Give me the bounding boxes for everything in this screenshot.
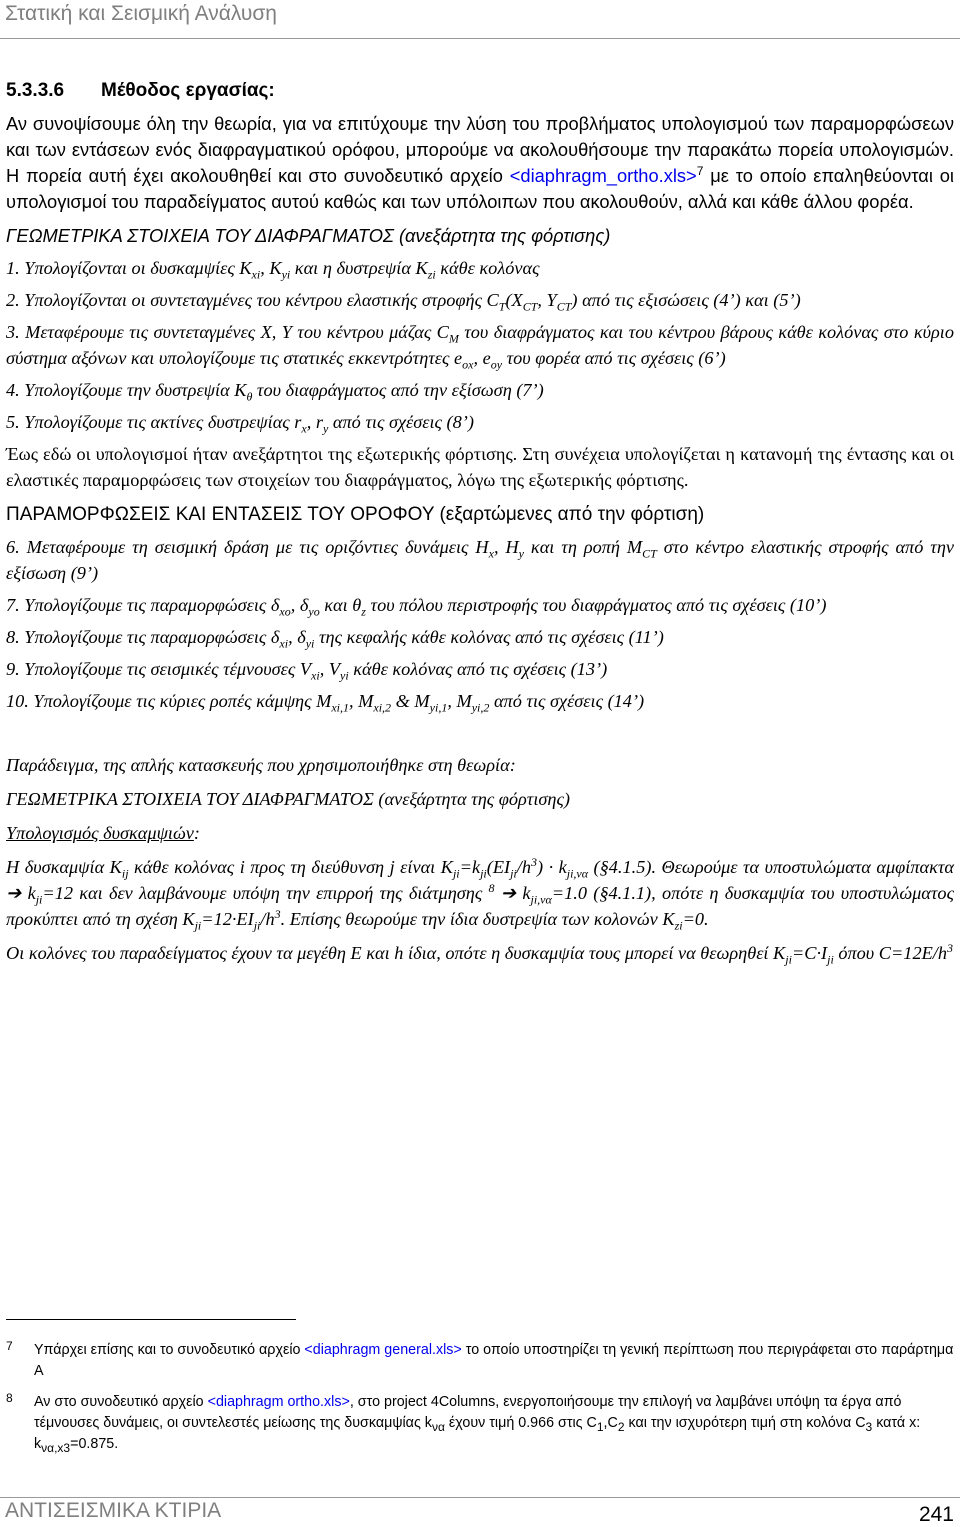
footnote-ref-8[interactable]: 8 (488, 880, 495, 895)
geometric-heading-main: ΓΕΩΜΕΤΡΙΚΑ ΣΤΟΙΧΕΙΑ ΤΟΥ ΔΙΑΦΡΑΓΜΑΤΟΣ (6, 225, 394, 246)
diaphragm-ortho-link[interactable]: <diaphragm_ortho.xls> (509, 165, 697, 186)
intro-text-cont: με το οποίο επαληθεύονται οι υπολογισμοί του παραδείγματος αυτού καθώς και των υπόλοιπων που ακολουθούν, αλλά και κάθε άλλου φορέα. (6, 165, 954, 212)
independence-paragraph: Έως εδώ οι υπολογισμοί ήταν ανεξάρτητοι της εξωτερικής φόρτισης. Στη συνέχεια υπολογίζεται η κατανομή της έντασης και οι ελαστικές παραμορφώσεις των στοιχείων του διαφράγματος, λόγω της εξωτερικής φόρτισης. (6, 444, 954, 490)
running-header: Στατική και Σεισμική Ανάλυση (5, 2, 277, 25)
stiffness-calc-heading: Υπολογισμός δυσκαμψιών: (6, 823, 200, 843)
step-6: 6. Μεταφέρουμε τη σεισμική δράση με τις οριζόντιες δυνάμεις $H_x$, $H_y$ και τη ροπή $M_{CT}$ στο κέντρο ελαστικής στροφής από την εξίσωση (9’) (6, 537, 955, 583)
geometric-steps (6, 255, 954, 435)
column-sizes-paragraph: Οι κολόνες του παραδείγματος έχουν τα μεγέθη E και h ίδια, οπότε η δυσκαμψία τους μπορεί να θεωρηθεί $K_{ji}=C\cdot I_{ji}$ όπου $C=12E/h^3$ (6, 940, 953, 967)
header-divider (0, 38, 960, 39)
footnote-ref-7[interactable]: 7 (696, 163, 704, 178)
footnote-7: 7 Υπάρχει επίσης και το συνοδευτικό αρχείο <diaphragm general.xls> το οποίο υποστηρίζει τη γενική περίπτωση που περιγράφεται στο παράρτημα Α (6, 1340, 956, 1382)
deformation-heading-suffix: (εξαρτώμενες από την φόρτιση) (434, 504, 705, 525)
stiffness-paragraph: Η δυσκαμψία $K_{ij}$ κάθε κολόνας i προς τη διεύθυνση j είναι $K_{ji}=k_{ji}(EI_{ji}/h^3) \cdot k_{ji,\nu\alpha}$ (§4.1.5). Θεωρούμε τα υποστυλώματα αμφίπακτα ➔ $k_{ji}=12$ και δεν λαμβάνουμε υπόψη την επιρροή της διάτμησης $^8$ ➔ $k_{ji,\nu\alpha}=1.0$ (§4.1.1), οπότε η δυσκαμψία του υποστυλώματος προκύπτει από τη σχέση $K_{ji}=12\cdot EI_{ji}/h^3$. Επίσης θεωρούμε την ίδια δυστρεψία των κολονών $K_{zi}=0$. (6, 854, 954, 933)
running-footer: ΑΝΤΙΣΕΙΣΜΙΚΑ ΚΤΙΡΙΑ (5, 1499, 222, 1522)
example-geometric-heading: ΓΕΩΜΕΤΡΙΚΑ ΣΤΟΙΧΕΙΑ ΤΟΥ ΔΙΑΦΡΑΓΜΑΤΟΣ (ανεξάρτητα της φόρτισης) (6, 789, 570, 809)
geometric-heading-suffix: (ανεξάρτητα της φόρτισης) (393, 225, 611, 246)
step-9: 9. Υπολογίζουμε τις σεισμικές τέμνουσες $V_{xi}$, $V_{yi}$ κάθε κολόνας από τις σχέσεις (13’) (6, 659, 608, 683)
footnote-8: 8 Αν στο συνοδευτικό αρχείο <diaphragm ortho.xls>, στο project 4Columns, ενεργοποιήσουμε την επιλογή να λαμβάνει υπόψη τα έργα από τέμνουσες δυνάμεις, οι συντελεστές μείωσης της δυσκαμψίας $k_{\nu\alpha}$ έχουν τιμή 0.966 στις $C_1,C_2$ και την ισχυρότερη τιμή στη κολόνα $C_3$ κατά x: $k_{\nu\alpha,x3}=0.875$. (6, 1392, 956, 1455)
deformation-heading-main: ΠΑΡΑΜΟΡΦΩΣΕΙΣ ΚΑΙ ΕΝΤΑΣΕΙΣ ΤΟΥ ΟΡΟΦΟΥ (6, 504, 435, 525)
step-4: 4. Υπολογίζουμε την δυστρεψία $K_\theta$ του διαφράγματος από την εξίσωση (7’) (6, 380, 544, 404)
step-5: 5. Υπολογίζουμε τις ακτίνες δυστρεψίας $r_x$, $r_y$ από τις σχέσεις (8’) (6, 412, 474, 436)
step-10: 10. Υπολογίζουμε τις κύριες ροπές κάμψης $M_{xi,1}$, $M_{xi,2}$ & $M_{yi,1}$, $M_{yi,2}$ από τις σχέσεις (14’) (6, 691, 645, 715)
page-content (6, 78, 954, 974)
step-3: 3. Μεταφέρουμε τις συντεταγμένες X, Y του κέντρου μάζας $C_M$ του διαφράγματος και του κέντρου βάρους κάθε κολόνας στο κύριο σύστημα αξόνων και υπολογίζουμε τις στατικές εκκεντρότητες $e_{ox}$, $e_{oy}$ του φορέα από τις σχέσεις (6’) (6, 322, 954, 372)
step-8: 8. Υπολογίζουμε τις παραμορφώσεις $\delta_{xi}$, $\delta_{yi}$ της κεφαλής κάθε κολόνας από τις σχέσεις (11’) (6, 627, 664, 651)
footer-divider (0, 1497, 960, 1498)
footnote-7-number: 7 (6, 1339, 13, 1353)
footnote-divider (6, 1319, 296, 1320)
section-title-text: Μέθοδος εργασίας: (101, 80, 275, 101)
page-number: 241 (918, 1503, 954, 1526)
example-intro: Παράδειγμα, της απλής κατασκευής που χρησιμοποιήθηκε στη θεωρία: (6, 755, 516, 775)
diaphragm-general-link[interactable]: <diaphragm general.xls> (304, 1342, 462, 1358)
diaphragm-ortho-footnote-link[interactable]: <diaphragm ortho.xls> (207, 1394, 350, 1410)
intro-paragraph (6, 111, 954, 215)
deformation-steps (6, 534, 954, 714)
section-number: 5.3.3.6 (6, 80, 65, 101)
intro-text: Αν συνοψίσουμε όλη την θεωρία, για να επιτύχουμε την λύση του προβλήματος υπολογισμού των παραμορφώσεων και των εντάσεων ενός διαφραγματικού ορόφου, μπορούμε να ακολουθήσουμε την παρακάτω πορεία υπολογισμών. Η πορεία αυτή έχει ακολουθηθεί και στο συνοδευτικό αρχείο (6, 113, 954, 186)
footnotes (6, 1340, 956, 1465)
step-1: 1. Υπολογίζονται οι δυσκαμψίες $K_{xi}$, $K_{yi}$ και η δυστρεψία $K_{zi}$ κάθε κολόνας (6, 258, 540, 282)
step-2: 2. Υπολογίζονται οι συντεταγμένες του κέντρου ελαστικής στροφής $C_T(X_{CT}$, $Y_{CT}$) από τις εξισώσεις (4’) και (5’) (6, 290, 801, 314)
geometric-heading (6, 223, 954, 249)
footnote-8-number: 8 (6, 1391, 13, 1405)
step-7: 7. Υπολογίζουμε τις παραμορφώσεις $\delta_{xo}$, $\delta_{yo}$ και $\theta_z$ του πόλου περιστροφής του διαφράγματος από τις σχέσεις (10’) (6, 595, 827, 619)
stiffness-calc-title: Υπολογισμός δυσκαμψιών (6, 823, 194, 843)
section-title (6, 78, 954, 104)
deformation-heading (6, 502, 954, 528)
